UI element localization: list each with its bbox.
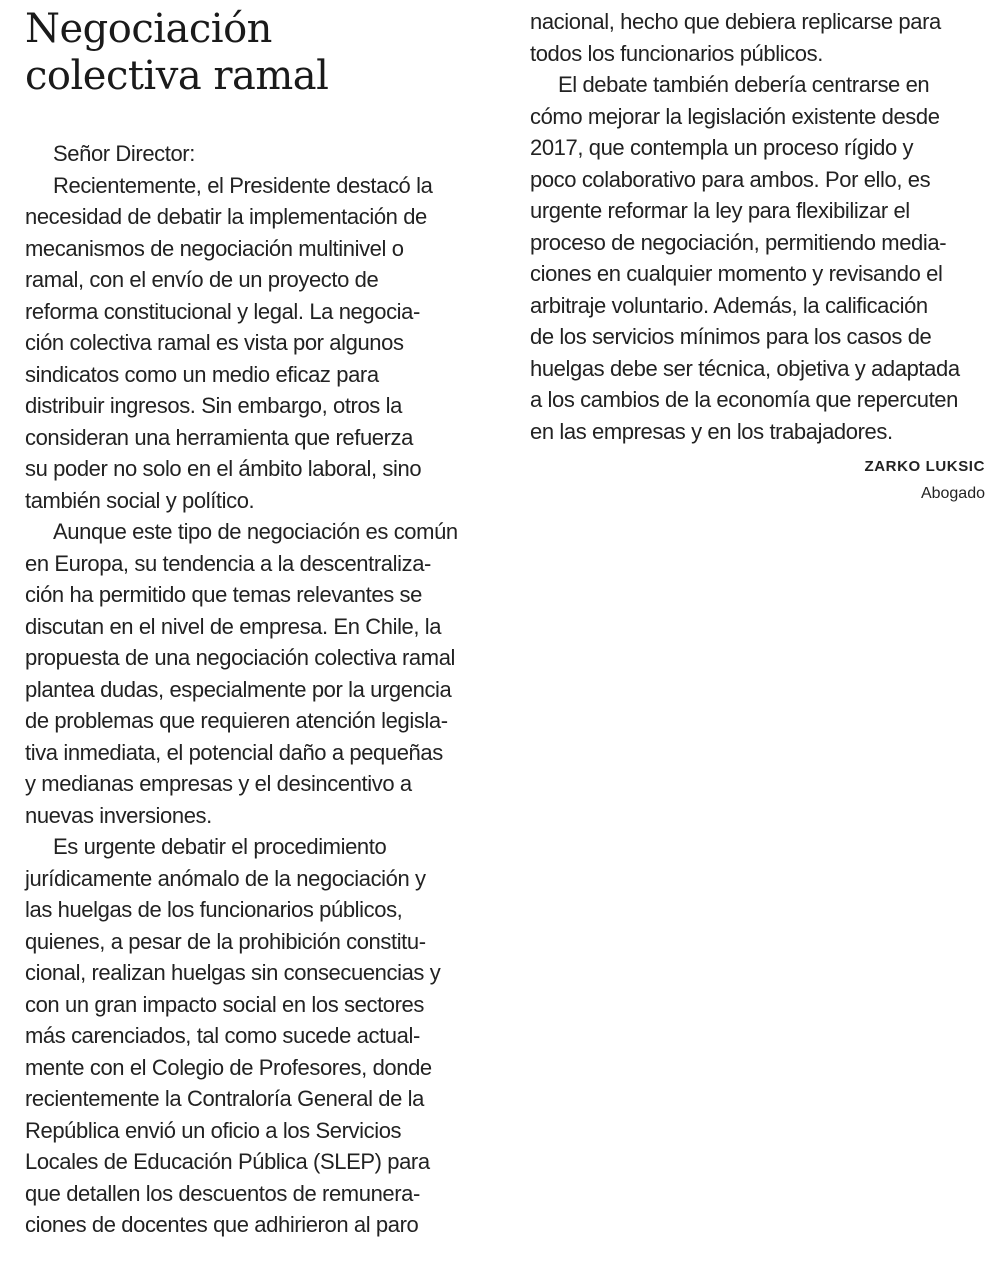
body-text-line: propuesta de una negociación colectiva ramal (25, 645, 456, 670)
body-text-line: que detallen los descuentos de remunera- (25, 1180, 420, 1206)
body-text-line: Aunque este tipo de negociación es común (53, 519, 458, 544)
body-text-line: urgente reformar la ley para flexibilizar el (530, 198, 910, 223)
body-text-line: Señor Director: (53, 141, 195, 166)
body-text-line: recientemente la Contraloría General de la (25, 1086, 424, 1111)
body-text-line: plantea dudas, especialmente por la urgencia (25, 676, 452, 702)
headline-line: colectiva ramal (25, 53, 329, 99)
body-text-line: con un gran impacto social en los sectores (25, 991, 424, 1017)
body-text-line: tiva inmediata, el potencial daño a pequeñas (25, 739, 443, 765)
body-text-line: y medianas empresas y el desincentivo a (25, 771, 412, 796)
left-column (25, 138, 485, 1241)
body-text-line: Es urgente debatir el procedimiento (53, 834, 387, 859)
body-text-line: poco colaborativo para ambos. Por ello, es (530, 166, 931, 192)
body-text-line: nuevas inversiones. (25, 802, 212, 828)
body-text-line: quienes, a pesar de la prohibición constitu- (25, 928, 426, 954)
body-text-line: ciones en cualquier momento y revisando el (530, 261, 943, 286)
body-text-line: Locales de Educación Pública (SLEP) para (25, 1149, 430, 1174)
body-text-line: en las empresas y en los trabajadores. (530, 418, 893, 444)
author-name: ZARKO LUKSIC (864, 458, 985, 475)
author-role: Abogado (920, 485, 985, 502)
body-text-line: necesidad de debatir la implementación de (25, 204, 427, 229)
body-text-line: cómo mejorar la legislación existente desde (530, 103, 940, 129)
body-text-line: reforma constitucional y legal. La negocia- (25, 298, 420, 324)
body-text-line: nacional, hecho que debiera replicarse para (530, 9, 941, 34)
body-text-line: de problemas que requieren atención legisla- (25, 708, 448, 733)
body-text-line: El debate también debería centrarse en (558, 72, 930, 97)
body-text-line: mente con el Colegio de Profesores, donde (25, 1054, 432, 1080)
body-text-line: huelgas debe ser técnica, objetiva y adaptada (530, 355, 960, 381)
body-text-line: ciones de docentes que adhirieron al paro (25, 1212, 419, 1237)
body-text-line: a los cambios de la economía que repercuten (530, 387, 958, 412)
body-text-line: sindicatos como un medio eficaz para (25, 361, 379, 387)
body-text-line: discutan en el nivel de empresa. En Chile, la (25, 613, 442, 639)
body-text-line: ramal, con el envío de un proyecto de (25, 267, 379, 292)
body-text-line: su poder no solo en el ámbito laboral, sino (25, 456, 422, 481)
body-text-line: ción ha permitido que temas relevantes se (25, 582, 422, 607)
headline (25, 6, 495, 100)
body-text-line: jurídicamente anómalo de la negociación y (25, 865, 426, 891)
body-text-line: de los servicios mínimos para los casos de (530, 324, 932, 349)
body-text-line: cional, realizan huelgas sin consecuencias y (25, 960, 441, 985)
body-text-line: 2017, que contempla un proceso rígido y (530, 135, 914, 160)
body-text-line: todos los funcionarios públicos. (530, 40, 823, 66)
body-text-line: también social y político. (25, 487, 255, 513)
body-text-line: las huelgas de los funcionarios públicos, (25, 897, 403, 922)
headline-line: Negociación (25, 6, 272, 52)
body-text-line: más carenciados, tal como sucede actual- (25, 1023, 420, 1048)
body-text-line: ción colectiva ramal es vista por algunos (25, 330, 404, 355)
body-text-line: consideran una herramienta que refuerza (25, 424, 413, 450)
body-text-line: arbitraje voluntario. Además, la calificación (530, 292, 928, 318)
body-text-line: proceso de negociación, permitiendo media- (530, 229, 947, 255)
body-text-line: en Europa, su tendencia a la descentraliza- (25, 550, 431, 576)
body-text-line: Recientemente, el Presidente destacó la (53, 172, 433, 198)
signature (864, 455, 985, 509)
body-text-line: mecanismos de negociación multinivel o (25, 235, 404, 261)
body-text-line: distribuir ingresos. Sin embargo, otros la (25, 393, 402, 418)
body-text-line: República envió un oficio a los Servicios (25, 1117, 402, 1143)
right-column (530, 6, 985, 447)
